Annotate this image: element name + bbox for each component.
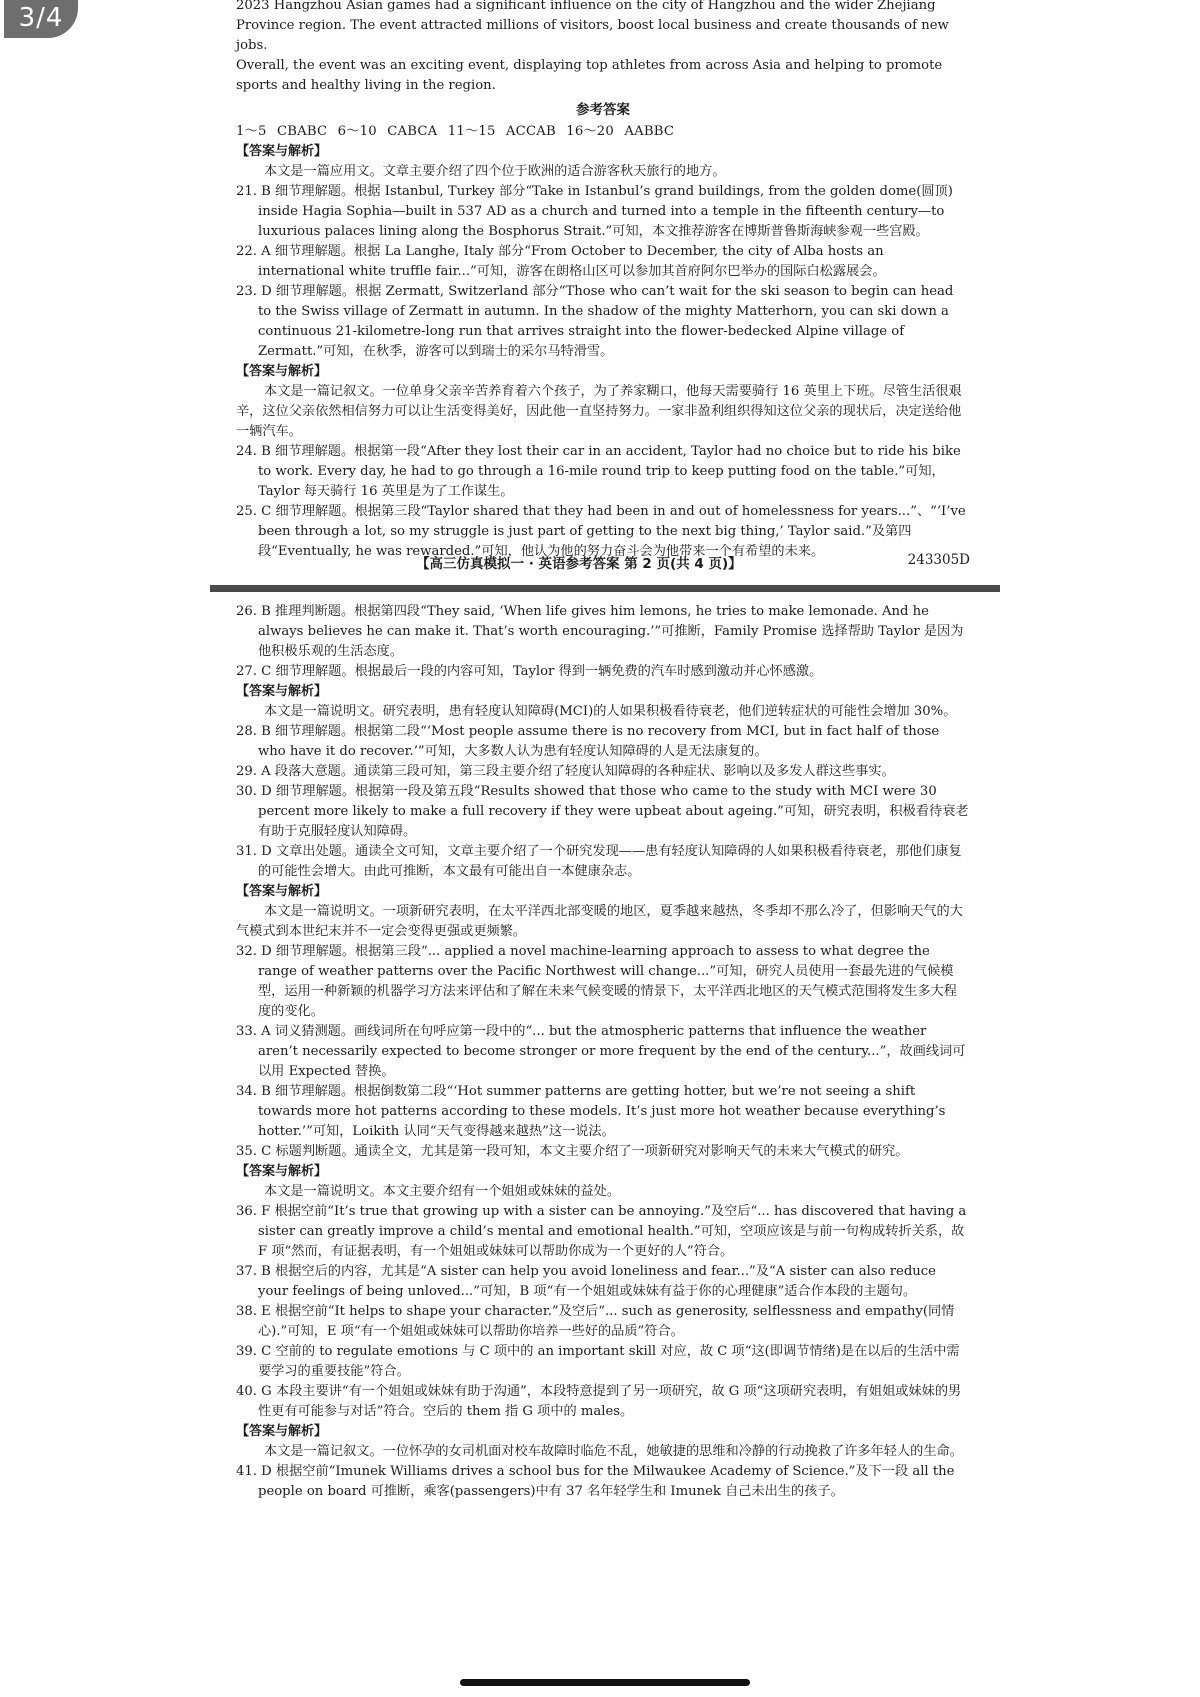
passage-summary: 本文是一篇应用文。文章主要介绍了四个位于欧洲的适合游客秋天旅行的地方。	[264, 164, 726, 179]
section-heading: 【答案与解析】	[236, 364, 328, 379]
page-indicator-badge: 3/4	[4, 0, 78, 38]
answer-explanation: 25. C 细节理解题。根据第三段“Taylor shared that they had been in and out of homelessness for years...”、“‘I’ve been through a lot, so my struggle is just part of getting to the next big thing,’ Taylor said.”及第四段“Eventually, he was rewarded.”可知，他认为他的努力奋斗会为他带来一个有希望的未来。	[236, 504, 966, 559]
passage-summary: 本文是一篇说明文。本文主要介绍有一个姐姐或妹妹的益处。	[264, 1184, 621, 1199]
section-heading: 【答案与解析】	[236, 1164, 328, 1179]
home-indicator[interactable]	[460, 1679, 750, 1686]
top-page	[0, 0, 1200, 586]
answer-explanation: 30. D 细节理解题。根据第一段及第五段“Results showed that those who came to the study with MCI were 30 percent more likely to make a full recovery if they were upbeat about ageing.”可知，研究表明，积极看待衰老有助于克服轻度认知障碍。	[236, 784, 969, 839]
passage-summary: 本文是一篇记叙文。一位单身父亲辛苦养育着六个孩子，为了养家糊口，他每天需要骑行 16 英里上下班。尽管生活很艰辛，这位父亲依然相信努力可以让生活变得美好，因此他一直坚持努力。一家非盈利组织得知这位父亲的现状后，决定送给他一辆汽车。	[236, 384, 962, 439]
answer-explanation: 37. B 根据空后的内容，尤其是“A sister can help you avoid loneliness and fear...”及“A sister can also reduce your feelings of being unloved...”可知，B 项“有一个姐姐或妹妹有益于你的心理健康”适合作本段的主题句。	[236, 1264, 936, 1299]
page-separator	[210, 585, 1000, 592]
passage-summary: 本文是一篇说明文。研究表明，患有轻度认知障碍(MCI)的人如果积极看待衰老，他们逆转症状的可能性会增加 30%。	[264, 704, 957, 719]
bottom-page	[0, 592, 1200, 1652]
intro-line: sports and healthy living in the region.	[236, 78, 496, 93]
section-heading: 【答案与解析】	[236, 884, 328, 899]
answer-explanation: 26. B 推理判断题。根据第四段“They said, ‘When life gives him lemons, he tries to make lemonade. And he always believes he can make it. That’s worth encouraging.’”可推断，Family Promise 选择帮助 Taylor 是因为他积极乐观的生活态度。	[236, 604, 964, 659]
section-heading: 【答案与解析】	[236, 1424, 328, 1439]
intro-text	[236, 0, 970, 96]
answer-explanation: 36. F 根据空前“It’s true that growing up with a sister can be annoying.”及空后“... has discovered that having a sister can greatly improve a child’s mental and emotional health.”可知，空项应该是与前一句构成转折关系，故 F 项“然而，有证据表明，有一个姐姐或妹妹可以帮助你成为一个更好的人”符合。	[236, 1204, 967, 1259]
answer-explanation: 21. B 细节理解题。根据 Istanbul, Turkey 部分“Take in Istanbul’s grand buildings, from the golden dome(圆顶) inside Hagia Sophia—built in 537 AD as a church and turned into a temple in the fifteenth century—to luxurious palaces lining along the Bosphorus Strait.”可知，本文推荐游客在博斯普鲁斯海峡参观一些宫殿。	[236, 184, 953, 239]
answer-explanation: 31. D 文章出处题。通读全文可知，文章主要介绍了一个研究发现——患有轻度认知障碍的人如果积极看待衰老，那他们康复的可能性会增大。由此可推断，本文最有可能出自一本健康杂志。	[236, 844, 962, 879]
answer-explanation: 23. D 细节理解题。根据 Zermatt, Switzerland 部分“Those who can’t wait for the ski season to begin can head to the Swiss village of Zermatt in autumn. In the shadow of the mighty Matterhorn, you can ski down a continuous 21-kilometre-long run that arrives straight into the flower-bedecked Alpine village of Zermatt.”可知，在秋季，游客可以到瑞士的采尔马特滑雪。	[236, 284, 954, 359]
answer-explanation: 35. C 标题判断题。通读全文，尤其是第一段可知，本文主要介绍了一项新研究对影响天气的未来大气模式的研究。	[236, 1144, 909, 1159]
passage-summary: 本文是一篇记叙文。一位怀孕的女司机面对校车故障时临危不乱，她敏捷的思维和冷静的行动挽救了许多年轻人的生命。	[264, 1444, 963, 1459]
footer-title: 【高三仿真模拟一 · 英语参考答案 第 2 页(共 4 页)】	[416, 556, 742, 572]
bottom-explanations	[236, 602, 970, 1502]
answer-key-title: 参考答案	[576, 102, 630, 118]
intro-line: Province region. The event attracted millions of visitors, boost local business and create thousands of new jobs.	[236, 18, 949, 53]
answer-explanation: 39. C 空前的 to regulate emotions 与 C 项中的 an important skill 对应，故 C 项“这(即调节情绪)是在以后的生活中需要学习的重要技能”符合。	[236, 1344, 960, 1379]
answer-explanation: 27. C 细节理解题。根据最后一段的内容可知，Taylor 得到一辆免费的汽车时感到激动并心怀感激。	[236, 664, 823, 679]
top-content	[236, 0, 970, 562]
passage-summary: 本文是一篇说明文。一项新研究表明，在太平洋西北部变暖的地区，夏季越来越热，冬季却不那么冷了，但影响天气的大气模式到本世纪末并不一定会变得更强或更频繁。	[236, 904, 963, 939]
answer-explanation: 33. A 词义猜测题。画线词所在句呼应第一段中的“... but the atmospheric patterns that influence the weather aren’t necessarily expected to become stronger or more frequent by the end of the century...”，故画线词可以用 Expected 替换。	[236, 1024, 966, 1079]
section-heading: 【答案与解析】	[236, 684, 328, 699]
answer-explanation: 29. A 段落大意题。通读第三段可知，第三段主要介绍了轻度认知障碍的各种症状、影响以及多发人群这些事实。	[236, 764, 895, 779]
top-explanations	[236, 142, 970, 562]
answer-explanation: 40. G 本段主要讲“有一个姐姐或妹妹有助于沟通”，本段特意提到了另一项研究，故 G 项“这项研究表明，有姐姐或妹妹的男性更有可能参与对话”符合。空后的 them 指 G 项中的 males。	[236, 1384, 962, 1419]
answer-explanation: 34. B 细节理解题。根据倒数第二段“‘Hot summer patterns are getting hotter, but we’re not seeing a shift towards more hot patterns according to these models. It’s just more hot weather because everything’s hotter.’”可知，Loikith 认同“天气变得越来越热”这一说法。	[236, 1084, 946, 1139]
answer-explanation: 41. D 根据空前“Imunek Williams drives a school bus for the Milwaukee Academy of Science.”及下一段 all the people on board 可推断，乘客(passengers)中有 37 名年轻学生和 Imunek 自己未出生的孩子。	[236, 1464, 955, 1499]
bottom-content	[236, 602, 970, 1502]
answer-explanation: 22. A 细节理解题。根据 La Langhe, Italy 部分“From October to December, the city of Alba hosts an international white truffle fair...”可知，游客在朗格山区可以参加其首府阿尔巴举办的国际白松露展会。	[236, 244, 886, 279]
section-heading: 【答案与解析】	[236, 144, 328, 159]
intro-line: 2023 Hangzhou Asian games had a significant influence on the city of Hangzhou and the wider Zhejiang	[236, 0, 936, 13]
intro-line: Overall, the event was an exciting event, displaying top athletes from across Asia and helping to promote	[236, 58, 943, 73]
answer-explanation: 28. B 细节理解题。根据第二段“‘Most people assume there is no recovery from MCI, but in fact half of those who have it do recover.’”可知，大多数人认为患有轻度认知障碍的人是无法康复的。	[236, 724, 940, 759]
answer-explanation: 38. E 根据空前“It helps to shape your character.”及空后“... such as generosity, selflessness and empathy(同情心).”可知，E 项“有一个姐姐或妹妹可以帮助你培养一些好的品质”符合。	[236, 1304, 955, 1339]
answer-key-line: 1～5 CBABC 6～10 CABCA 11～15 ACCAB 16～20 AABBC	[236, 124, 675, 139]
footer-code: 243305D	[907, 552, 970, 568]
answer-explanation: 24. B 细节理解题。根据第一段“After they lost their car in an accident, Taylor had no choice but to ride his bike to work. Every day, he had to go through a 16-mile round trip to keep putting food on the table.”可知，Taylor 每天骑行 16 英里是为了工作谋生。	[236, 444, 961, 499]
answer-explanation: 32. D 细节理解题。根据第三段“... applied a novel machine-learning approach to assess to what degree the range of weather patterns over the Pacific Northwest will change...”可知，研究人员使用一套最先进的气候模型，运用一种新颖的机器学习方法来评估和了解在未来气候变暖的情景下，太平洋西北地区的天气模式范围将发生多大程度的变化。	[236, 944, 957, 1019]
